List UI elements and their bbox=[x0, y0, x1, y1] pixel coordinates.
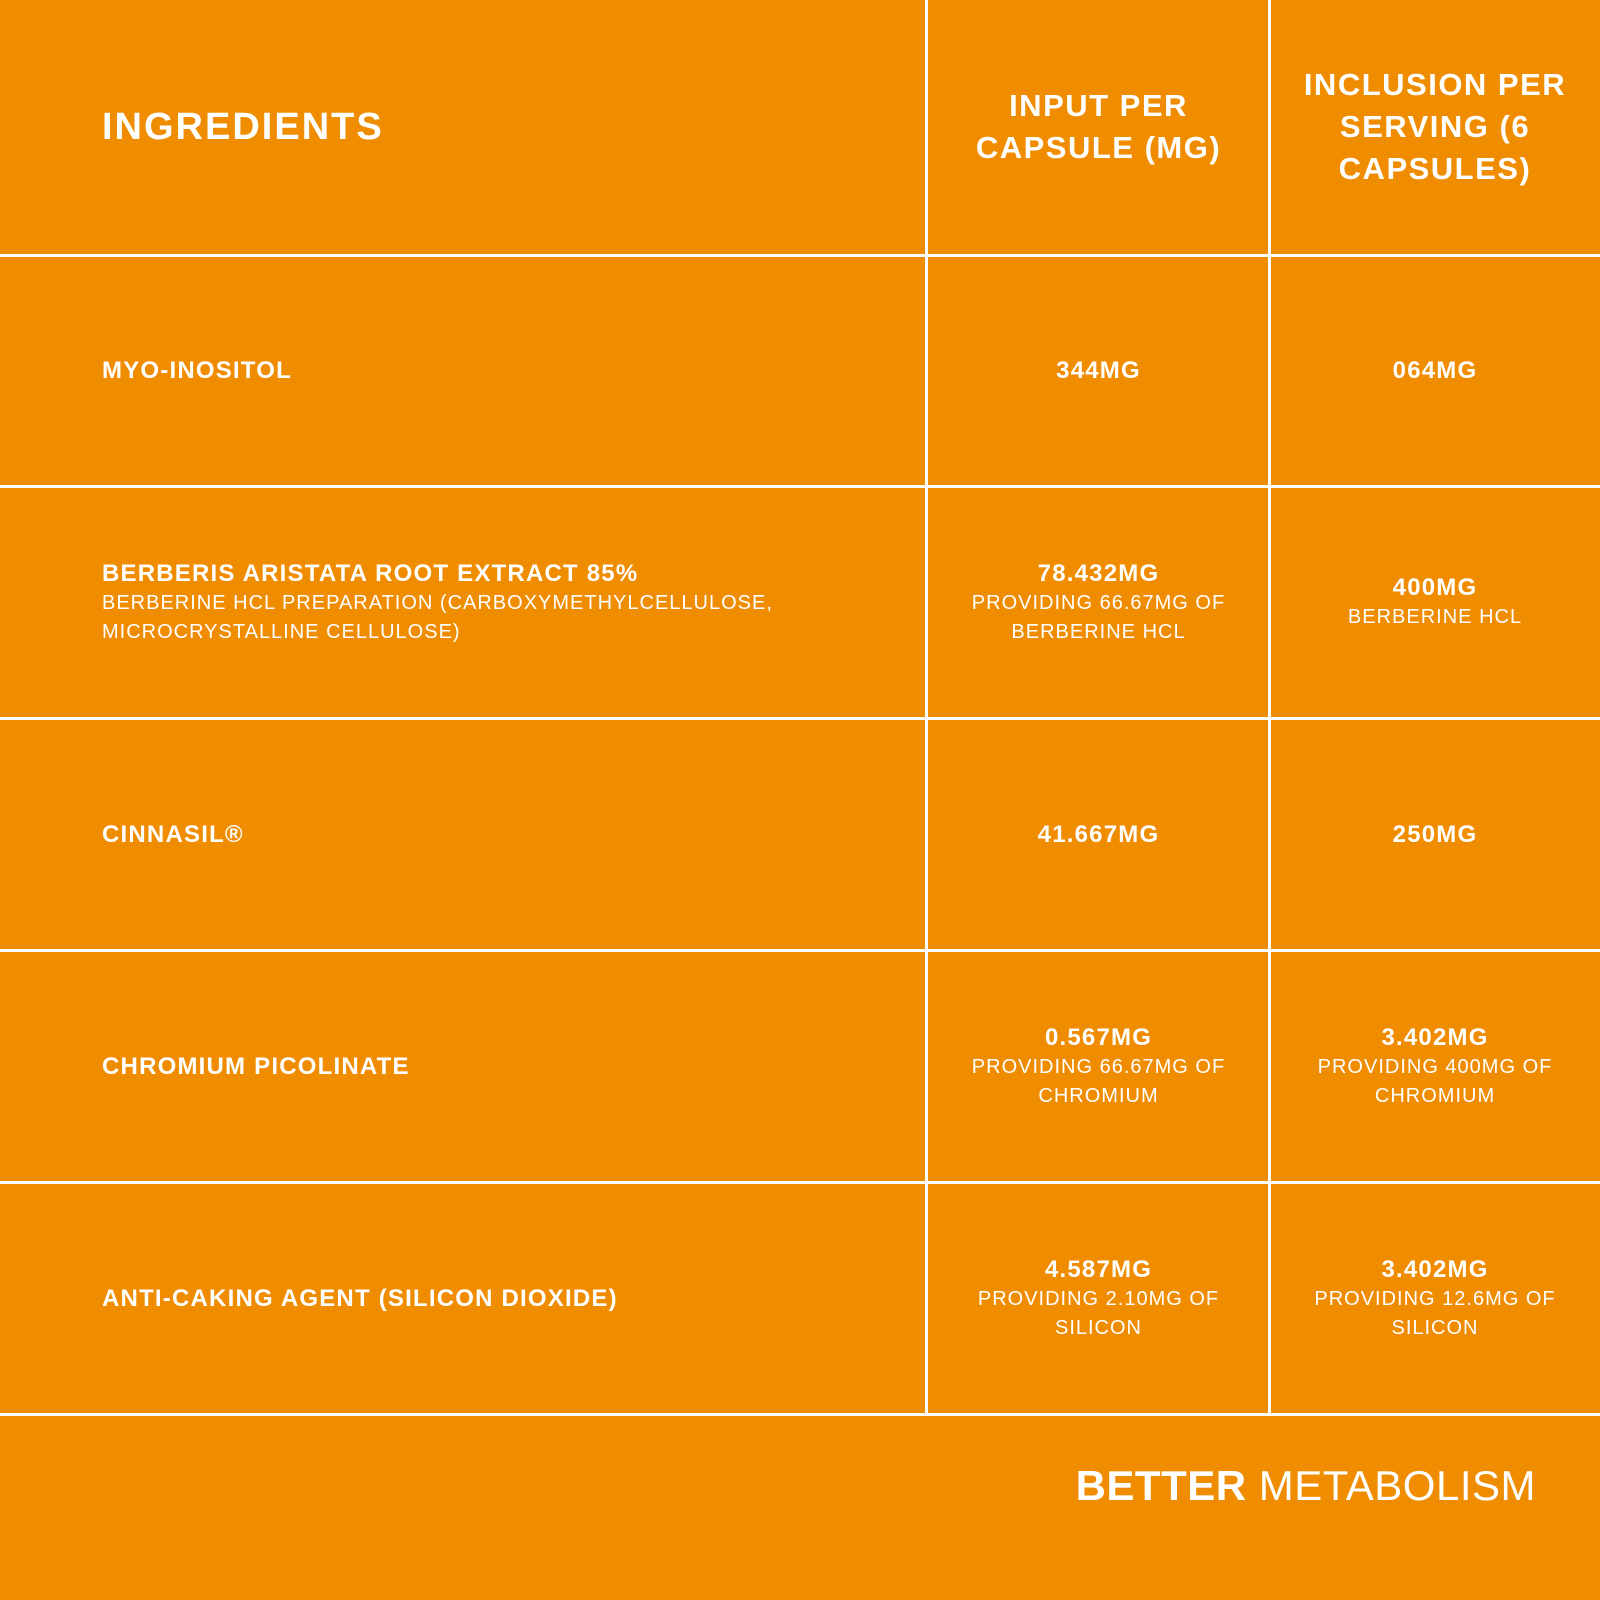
input-value: 78.432MG bbox=[1037, 559, 1160, 587]
header-input-cell bbox=[927, 0, 1270, 254]
inclusion-detail: PROVIDING 400MG OF CHROMIUM bbox=[1317, 1055, 1553, 1107]
inclusion-detail: BERBERINE HCL bbox=[1347, 606, 1523, 628]
header-inclusion-per-serving: INCLUSION PER SERVING (6 CAPSULES) bbox=[1303, 67, 1567, 186]
inclusion-detail: PROVIDING 12.6MG OF SILICON bbox=[1314, 1287, 1556, 1339]
inclusion-value: 400MG bbox=[1392, 574, 1478, 601]
brand-regular: METABOLISM bbox=[1258, 1462, 1536, 1509]
input-value: 0.567MG bbox=[1044, 1023, 1153, 1051]
ingredient-name-cell bbox=[102, 1184, 902, 1413]
inclusion-cell bbox=[1270, 257, 1600, 485]
inclusion-cell bbox=[1270, 488, 1600, 717]
header-input-per-capsule: INPUT PER CAPSULE (MG) bbox=[975, 88, 1222, 165]
inclusion-value: 250MG bbox=[1392, 820, 1478, 848]
ingredient-name: BERBERIS ARISTATA ROOT EXTRACT 85% bbox=[102, 559, 639, 587]
input-cell bbox=[927, 488, 1270, 717]
ingredient-name: CINNASIL® bbox=[102, 820, 244, 848]
ingredient-name: ANTI-CAKING AGENT (SILICON DIOXIDE) bbox=[102, 1284, 618, 1312]
input-cell bbox=[927, 1184, 1270, 1413]
input-cell bbox=[927, 720, 1270, 949]
ingredient-name: CHROMIUM PICOLINATE bbox=[102, 1052, 410, 1080]
input-cell bbox=[927, 952, 1270, 1181]
ingredient-detail: BERBERINE HCL PREPARATION (CARBOXYMETHYLCELLULOSE, MICROCRYSTALLINE CELLULOSE) bbox=[102, 591, 773, 643]
header-inclusion-cell bbox=[1270, 0, 1600, 254]
inclusion-cell bbox=[1270, 952, 1600, 1181]
inclusion-value: 064MG bbox=[1392, 357, 1478, 384]
inclusion-cell bbox=[1270, 1184, 1600, 1413]
inclusion-cell bbox=[1270, 720, 1600, 949]
header-ingredients-cell bbox=[102, 0, 902, 254]
input-detail: PROVIDING 2.10MG OF SILICON bbox=[977, 1287, 1220, 1339]
input-value: 4.587MG bbox=[1044, 1255, 1153, 1283]
input-value: 344MG bbox=[1056, 357, 1141, 384]
input-detail: PROVIDING 66.67MG OF BERBERINE HCL bbox=[971, 591, 1226, 643]
brand-bold: BETTER bbox=[1075, 1462, 1247, 1509]
ingredient-name-cell bbox=[102, 952, 902, 1181]
ingredient-name-cell bbox=[102, 488, 882, 717]
ingredient-name: MYO-INOSITOL bbox=[102, 357, 292, 384]
input-detail: PROVIDING 66.67MG OF CHROMIUM bbox=[971, 1055, 1226, 1107]
input-cell bbox=[927, 257, 1270, 485]
row-divider-5 bbox=[0, 1413, 1600, 1416]
brand-logo bbox=[1076, 1462, 1536, 1510]
ingredient-name-cell bbox=[102, 257, 902, 485]
inclusion-value: 3.402MG bbox=[1381, 1255, 1489, 1283]
header-ingredients: INGREDIENTS bbox=[102, 105, 384, 148]
input-value: 41.667MG bbox=[1037, 820, 1160, 848]
inclusion-value: 3.402MG bbox=[1381, 1023, 1489, 1051]
ingredient-name-cell bbox=[102, 720, 902, 949]
